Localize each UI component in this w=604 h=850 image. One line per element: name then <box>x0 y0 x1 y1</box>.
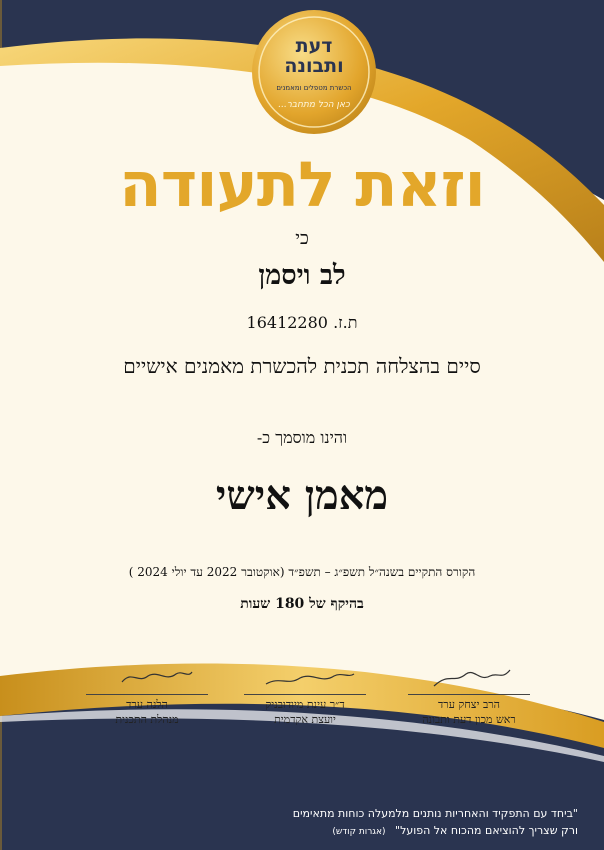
signer-name: ד״ר עינת מיודובניק <box>265 698 345 711</box>
signature-block-1 <box>394 664 544 727</box>
signer-title: יועצת אקדמית <box>274 713 336 726</box>
signature-block-3 <box>72 664 222 727</box>
certified-as-text: והינו מוסמך כ- <box>256 428 348 447</box>
role-title: מאמן אישי <box>215 472 389 519</box>
certificate-title: וזאת לתעודה <box>119 148 485 221</box>
signer-name: הלנה ערד <box>126 698 168 711</box>
id-line <box>0 313 604 333</box>
footer-quote-text: ורק שצריך להוציאם מהכוח אל הפועל" <box>395 824 578 837</box>
logo-subtitle: הכשרת מטפלים ומאמנים <box>276 84 352 92</box>
course-hours: בהיקף של 180 שעות <box>240 596 364 612</box>
signature-scribble-icon <box>72 664 222 690</box>
recipient-name: לב ויסמן <box>258 260 346 291</box>
signature-scribble-icon <box>230 664 380 690</box>
completion-text: סיים בהצלחה תכנית להכשרת מאמנים אישיים <box>123 354 481 378</box>
footer-quote-source: (אגרות קודש) <box>332 827 386 837</box>
footer-quote-line2 <box>18 824 578 837</box>
signature-line <box>86 694 208 695</box>
signature-block-2 <box>230 664 380 727</box>
signer-title: ראש מכון דעת ותבונה <box>422 713 516 726</box>
signature-line <box>244 694 366 695</box>
id-number: 16412280 <box>246 313 328 332</box>
signer-name: הרב יצחק ערד <box>438 698 500 711</box>
signature-line <box>408 694 530 695</box>
footer-quote-line1: "ביחד עם התפקיד והאחריות נותנים מלמעלה כוחות מתאימים <box>292 807 578 820</box>
ki-text: כי <box>295 228 309 249</box>
signer-title: מנהלת התכנית <box>115 713 179 726</box>
logo-line2: ותבונה <box>284 55 344 77</box>
course-period: הקורס התקיים בשנה״ל תשפ״ג – תשפ״ד (אוקטובר 2022 עד יולי 2024 ) <box>128 565 476 579</box>
logo-slogan: כאן הכל מתחבר... <box>278 100 350 110</box>
id-label: ת.ז. <box>333 313 358 332</box>
signature-scribble-icon <box>394 664 544 690</box>
logo-line1: דעת <box>295 35 333 57</box>
